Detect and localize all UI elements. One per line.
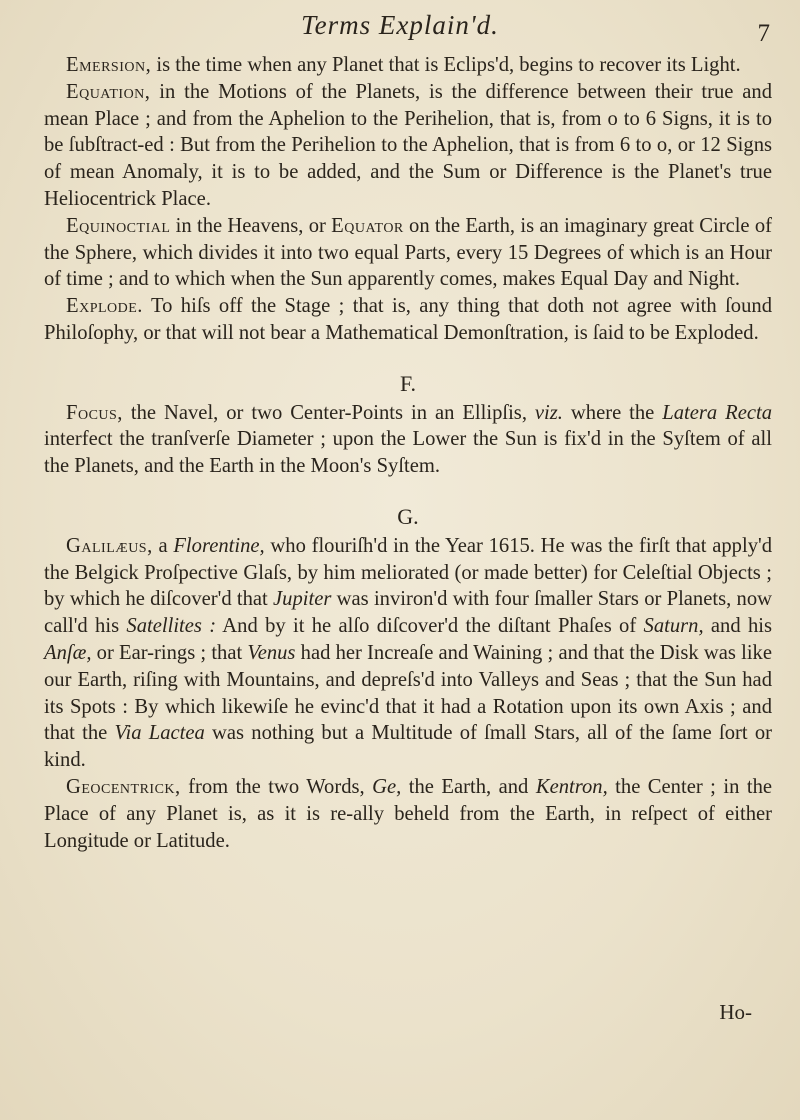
entry-text: interfect the tranſverſe Diameter ; upon the Lower the Sun is fix'd in the Syſtem of all the Planets, and the Earth in the Moon's Syſtem. (44, 428, 772, 478)
entry-italic: Anſæ, (44, 641, 92, 664)
entry-emersion (44, 52, 772, 79)
entry-text: And by it he alſo diſcover'd the diſtant Phaſes of (216, 615, 644, 638)
entry-text: was nothing but a Multitude of ſmall Stars, all of the ſame ſort or kind. (44, 722, 772, 772)
entry-geocentrick (44, 774, 772, 854)
entry-italic: viz. (534, 401, 563, 424)
entry-equinoctial (44, 213, 772, 293)
entry-term: Equation, (66, 80, 151, 103)
entry-italic: Venus (247, 641, 296, 664)
entry-text: on the Earth, is an imaginary great Circle of the Sphere, which divides it into two equal Parts, every 15 Degrees of which is an Hour of time ; and to which when the Sun apparently comes, makes Equal Day and Night. (44, 214, 772, 291)
entry-text: the Center ; in the Place of any Planet is, as it is re-ally beheld from the Earth, in reſpect of either Longitude or Latitude. (44, 775, 773, 852)
entry-text: was inviron'd with four ſmaller Stars or Planets, now call'd his (44, 588, 772, 638)
catchword: Ho- (719, 1000, 752, 1024)
entry-explode (44, 293, 772, 347)
entry-focus (44, 400, 772, 480)
entry-term-secondary: Equator (331, 214, 404, 237)
entry-text: the Earth, and (401, 775, 536, 798)
entry-text: is the time when any Planet that is Eclips'd, begins to recover its Light. (151, 54, 741, 76)
entry-italic: Florentine, (173, 534, 265, 557)
entry-text: from the two Words, (180, 775, 373, 798)
entry-term: Explode. (66, 295, 143, 318)
running-head: Terms Explain'd. (301, 10, 499, 40)
entry-term: Galilæus, (66, 534, 153, 557)
section-letter-f: F. (400, 370, 416, 396)
entry-text: in the Heavens, or (170, 214, 332, 237)
entry-equation (44, 79, 772, 213)
entry-term: Emersion, (66, 54, 152, 76)
entry-text: a (152, 534, 174, 557)
entry-italic: Kentron, (535, 775, 608, 798)
entry-italic: Latera Recta (662, 401, 772, 424)
entry-italic: Jupiter (273, 588, 332, 611)
entry-italic: Satellites : (126, 615, 217, 638)
entry-text: To hiſs off the Stage ; that is, any thing that doth not agree with ſound Philoſophy, or that will not bear a Mathematical Demonſtration, is ſaid to be Exploded. (44, 295, 772, 344)
section-letter-g: G. (397, 503, 419, 529)
entry-italic: Via Lactea (114, 722, 205, 745)
entry-galilaeus (44, 533, 772, 774)
body-text (44, 52, 772, 854)
page-number: 7 (757, 20, 770, 47)
entry-text: had her Increaſe and Waining ; and that the Disk was like our Earth, riſing with Mountains, and depreſs'd into Valleys and Seas ; that the Sun had its Spots : By which likewiſe he evinc'd that it had a Rotation upon its own Axis ; and that the (44, 641, 772, 745)
entry-text: the Navel, or two Center-Points in an Ellipſis, (122, 401, 535, 424)
entry-term: Focus, (66, 401, 123, 424)
entry-text: in the Motions of the Planets, is the difference between their true and mean Place ; and from the Aphelion to the Perihelion, that is, from o to 6 Signs, it is to be ſubſtract-ed : But from the Perihelion to the Aphelion, that is from 6 to o, or 12 Signs of mean Anomaly, it is to be added, and the Sum or Difference is the Planet's true Heliocentrick Place. (44, 80, 772, 210)
entry-italic: Ge, (372, 775, 402, 798)
entry-italic: Saturn, (643, 615, 704, 638)
entry-text: where the (562, 401, 663, 424)
entry-text: or Ear-rings ; that (91, 641, 248, 664)
entry-text: and his (703, 615, 773, 638)
entry-term: Equinoctial (66, 214, 171, 237)
entry-term: Geocentrick, (66, 775, 181, 798)
entry-text: who flouriſh'd in the Year 1615. He was the firſt that apply'd the Belgick Proſpective Glaſs, by him meliorated (or made better) for Celeſtial Objects ; by which he diſcover'd that (44, 534, 772, 611)
